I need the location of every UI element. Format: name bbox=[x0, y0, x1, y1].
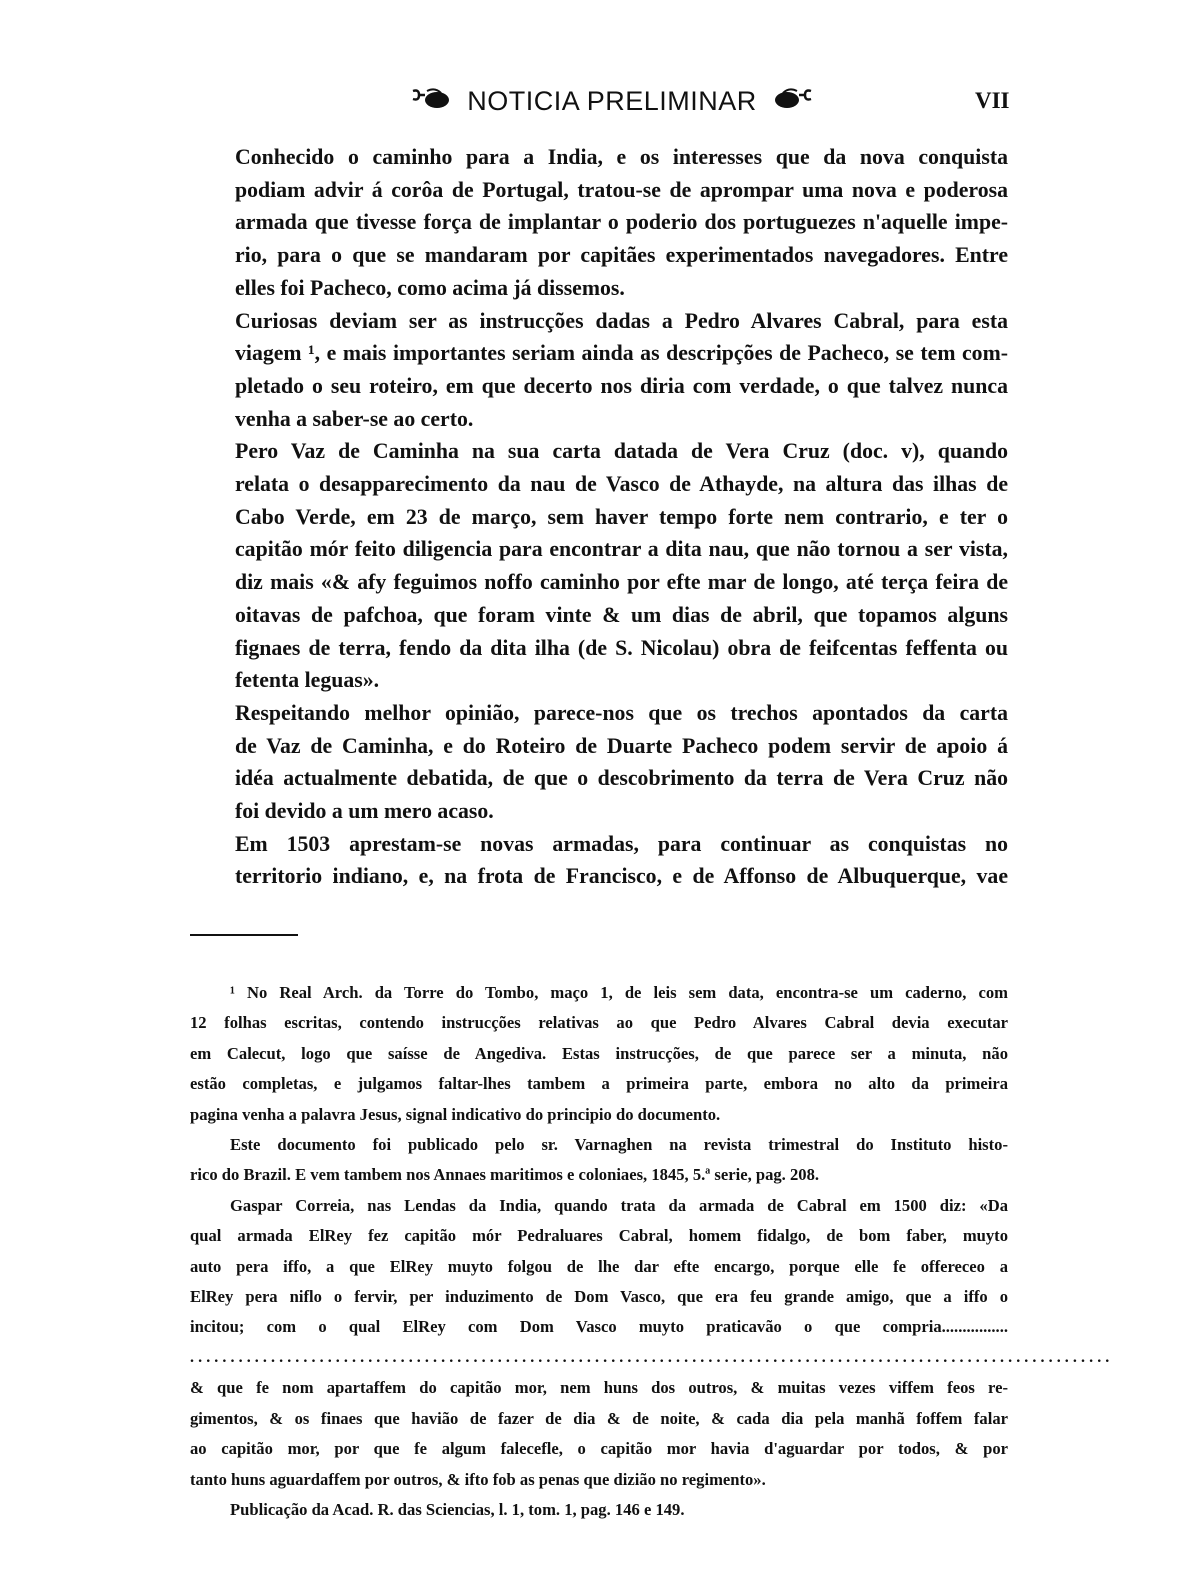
footnote-3 bbox=[190, 1191, 1008, 1343]
text-line: Respeitando melhor opinião, parece-nos que os trechos apontados da carta bbox=[235, 700, 1008, 725]
text-line: Conhecido o caminho para a India, e os interesses que da nova conquista bbox=[235, 145, 1008, 169]
footnote-line: auto pera iffo, a que ElRey muyto folgou de lhe dar efte encargo, porque elle fe offereceo a bbox=[190, 1256, 1008, 1276]
text-line: fetenta leguas». bbox=[235, 668, 380, 693]
footnote-divider bbox=[190, 934, 298, 936]
footnote-line: ElRey pera niflo o fervir, per induzimento de Dom Vasco, que era feu grande amigo, que a iffo o bbox=[190, 1287, 1008, 1307]
header-title: NOTICIA PRELIMINAR bbox=[467, 86, 757, 116]
text-line: elles foi Pacheco, como acima já dissemos. bbox=[235, 275, 625, 300]
main-text bbox=[190, 141, 1008, 893]
footnotes bbox=[190, 978, 1114, 1525]
text-line: venha a saber-se ao certo. bbox=[235, 406, 474, 431]
text-line: pletado o seu roteiro, em que decerto nos diria com verdade, o que talvez nunca bbox=[235, 373, 1008, 398]
elision-dots: .................................................................................................................. bbox=[190, 1348, 1114, 1366]
footnote-4 bbox=[190, 1373, 1008, 1495]
text-line: fignaes de terra, fendo da dita ilha (de S. Nicolau) obra de feifcentas feffenta ou bbox=[235, 635, 1008, 660]
footnote-line: qual armada ElRey fez capitão mór Pedraluares Cabral, homem fidalgo, de bom faber, muyto bbox=[190, 1226, 1008, 1246]
paragraph-2 bbox=[190, 305, 1008, 436]
text-line: foi devido a um mero acaso. bbox=[235, 799, 494, 824]
paragraph-5 bbox=[190, 828, 1008, 893]
text-line: de Vaz de Caminha, e do Roteiro de Duarte Pacheco podem servir de apoio á bbox=[235, 733, 1008, 758]
text-line: Pero Vaz de Caminha na sua carta datada de Vera Cruz (doc. v), quando bbox=[235, 439, 1008, 464]
paragraph-4 bbox=[190, 697, 1008, 828]
footnote-line: tanto huns aguardaffem por outros, & ifto fob as penas que dizião no regimento». bbox=[190, 1469, 766, 1489]
footnote-source: Publicação da Acad. R. das Sciencias, l. 1, tom. 1, pag. 146 e 149. bbox=[230, 1499, 685, 1519]
footnote-line: 12 folhas escritas, contendo instrucções relativas ao que Pedro Alvares Cabral devia executar bbox=[190, 1013, 1008, 1033]
page-number: VII bbox=[975, 88, 1010, 113]
text-line: armada que tivesse força de implantar o poderio dos portuguezes n'aquelle impe- bbox=[235, 210, 1008, 235]
footnote-line: gimentos, & os finaes que havião de fazer de dia & de noite, & cada dia pela manhã foffem falar bbox=[190, 1408, 1008, 1428]
footnote-line: ao capitão mor, por que fe algum falecefle, o capitão mor havia d'aguardar por todos, & por bbox=[190, 1439, 1008, 1459]
footnote-2 bbox=[190, 1130, 1008, 1191]
text-line: idéa actualmente debatida, de que o descobrimento da terra de Vera Cruz não bbox=[235, 766, 1008, 791]
footnote-line: incitou; com o qual ElRey com Dom Vasco muyto praticavão o que compria................ bbox=[190, 1317, 1008, 1337]
text-line: Em 1503 aprestam-se novas armadas, para continuar as conquistas no bbox=[235, 831, 1008, 856]
text-line: Curiosas deviam ser as instrucções dadas a Pedro Alvares Cabral, para esta bbox=[235, 308, 1008, 333]
text-line: relata o desapparecimento da nau de Vasco de Athayde, na altura das ilhas de bbox=[235, 472, 1008, 497]
footnote-line: pagina venha a palavra Jesus, signal indicativo do principio do documento. bbox=[190, 1104, 721, 1124]
text-line: viagem ¹, e mais importantes seriam ainda as descripções de Pacheco, se tem com- bbox=[235, 341, 1008, 366]
text-line: diz mais «& afy feguimos noffo caminho por efte mar de longo, até terça feira de bbox=[235, 570, 1008, 595]
footnote-line: Gaspar Correia, nas Lendas da India, quando trata da armada de Cabral em 1500 diz: «Da bbox=[230, 1195, 1008, 1215]
text-line: oitavas de pafchoa, que foram vinte & um dias de abril, que topamos alguns bbox=[235, 602, 1008, 627]
running-title bbox=[372, 86, 852, 118]
footnote-line: estão completas, e julgamos faltar-lhes tambem a primeira parte, embora no alto da primeira bbox=[190, 1074, 1008, 1094]
text-line: rio, para o que se mandaram por capitães experimentados navegadores. Entre bbox=[235, 243, 1008, 268]
right-ornament-icon bbox=[771, 87, 813, 118]
page-header bbox=[0, 86, 1191, 126]
text-line: territorio indiano, e, na frota de Francisco, e de Affonso de Albuquerque, vae bbox=[235, 864, 1008, 889]
paragraph-1 bbox=[190, 141, 1008, 305]
footnote-line: & que fe nom apartaffem do capitão mor, nem huns dos outros, & muitas vezes viffem feos re- bbox=[190, 1378, 1008, 1398]
text-line: Cabo Verde, em 23 de março, sem haver tempo forte nem contrario, e ter o bbox=[235, 504, 1008, 529]
text-line: podiam advir á corôa de Portugal, tratou-se de aprompar uma nova e poderosa bbox=[235, 177, 1008, 202]
footnote-line: Este documento foi publicado pelo sr. Varnaghen na revista trimestral do Instituto histo- bbox=[230, 1135, 1008, 1155]
footnote-1 bbox=[190, 978, 1008, 1130]
footnote-line: em Calecut, logo que saísse de Angediva. Estas instrucções, de que parece ser a minuta, não bbox=[190, 1043, 1008, 1063]
text-line: capitão mór feito diligencia para encontrar a dita nau, que não tornou a ser vista, bbox=[235, 537, 1008, 562]
paragraph-3 bbox=[190, 435, 1008, 697]
footnote-line: rico do Brazil. E vem tambem nos Annaes maritimos e coloniaes, 1845, 5.ª serie, pag. 208. bbox=[190, 1165, 820, 1185]
footnote-line: ¹ No Real Arch. da Torre do Tombo, maço 1, de leis sem data, encontra-se um caderno, com bbox=[230, 983, 1008, 1002]
left-ornament-icon bbox=[411, 87, 453, 118]
